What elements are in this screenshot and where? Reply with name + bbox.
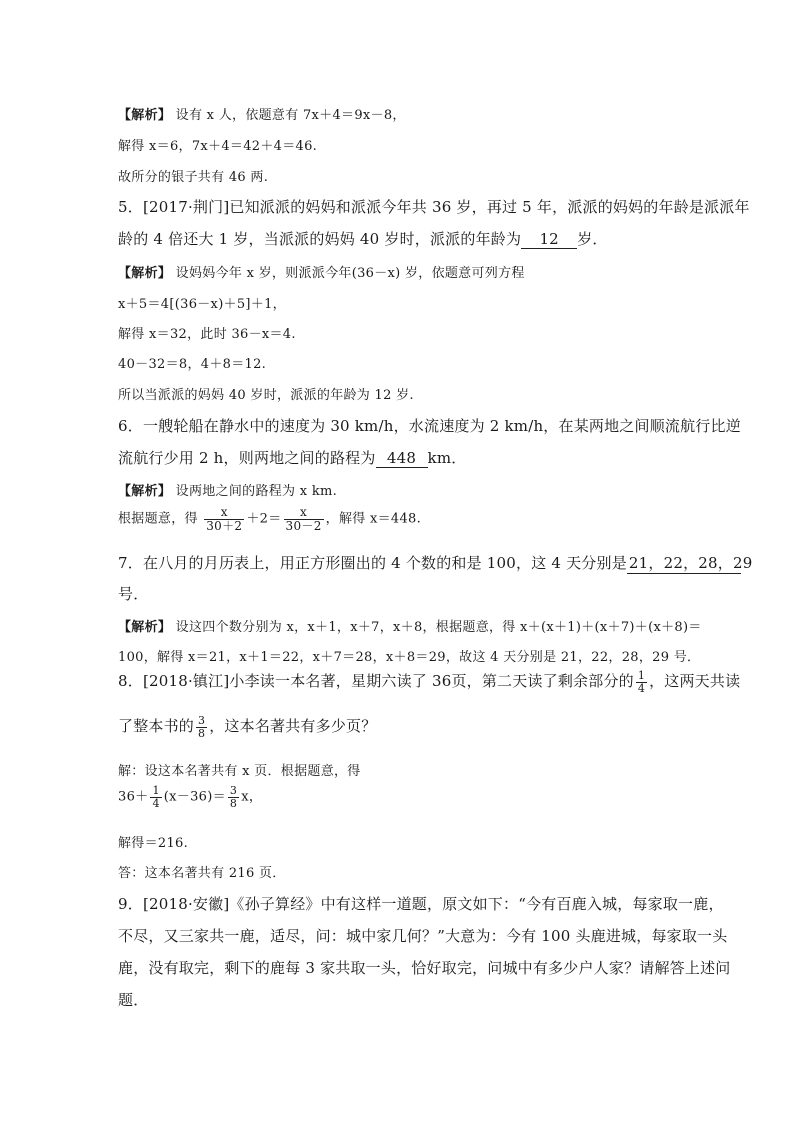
q8-solution-line-2: 36＋ $\frac{1}{4}$ (x－36)＝ $\frac{3}{8}$ x， (118, 784, 263, 810)
analysis-label: 【解析】 (118, 620, 172, 635)
q8-solution-line-1: 解：设这本名著共有 x 页．根据题意，得 (118, 764, 361, 779)
q7-question-line-2: 号． (118, 585, 149, 603)
q9-question-line-2: 不尽，又三家共一鹿，适尽，问：城中家几何？”大意为：今有 100 头鹿进城，每家取一头 (118, 927, 728, 945)
q4-analysis-line-3: 故所分的银子共有 46 两. (118, 170, 269, 185)
q8-solution-line-4: 答：这本名著共有 216 页． (118, 866, 286, 881)
q6-question-line-1: 6．一艘轮船在静水中的速度为 30 km/h，水流速度为 2 km/h，在某两地之间顺流航行比逆 (118, 417, 741, 435)
q6-question-line-2: 流航行少用 2 h，则两地之间的路程为 448 km． (118, 449, 467, 467)
q5-analysis-line-1: 【解析】 设妈妈今年 x 岁，则派派今年(36－x) 岁，依题意可列方程 (118, 266, 525, 281)
q8-solution-line-3: 解得＝216. (118, 836, 189, 851)
q6-analysis-line-1: 【解析】 设两地之间的路程为 x km. (118, 484, 338, 499)
analysis-label: 【解析】 (118, 484, 172, 499)
q5-analysis-line-4: 40－32＝8，4＋8＝12. (118, 357, 267, 372)
q5-analysis-line-5: 所以当派派的妈妈 40 岁时，派派的年龄为 12 岁. (118, 388, 414, 403)
fraction: $\frac{x}{30-2}$ (285, 505, 322, 533)
fraction: $\frac{3}{8}$ (198, 714, 206, 740)
fraction: $\frac{x}{30+2}$ (206, 505, 243, 533)
analysis-label: 【解析】 (118, 108, 172, 123)
q5-analysis-line-2: x＋5＝4[(36－x)＋5]＋1， (118, 297, 286, 312)
q8-question-line-2: 了整本书的 $\frac{3}{8}$ ，这本名著共有多少页？ (118, 714, 377, 740)
q4-analysis-line-2: 解得 x＝6，7x＋4＝42＋4＝46. (118, 139, 318, 154)
q4-analysis-line-1: 【解析】 设有 x 人，依题意有 7x＋4＝9x－8， (118, 108, 406, 123)
q6-analysis-line-2: 根据题意，得 $\frac{x}{30+2}$ ＋2＝ $\frac{x}{30-2}$ ，解得 x＝448. (118, 505, 422, 533)
q7-analysis-line-1: 【解析】 设这四个数分别为 x，x＋1，x＋7，x＋8，根据题意，得 x＋(x＋1)＋(x＋7)＋(x＋8)＝ (118, 620, 702, 635)
q5-question-line-2: 龄的 4 倍还大 1 岁，当派派的妈妈 40 岁时，派派的年龄为 12 岁． (118, 230, 608, 248)
q9-question-line-3: 鹿，没有取完，剩下的鹿每 3 家共取一头，恰好取完，问城中有多少户人家？请解答上述问 (118, 959, 731, 977)
q6-answer-blank: 448 (376, 449, 428, 468)
q8-question-line-1: 8．[2018·镇江]小李读一本名著，星期六读了 36页，第二天读了剩余部分的 $\frac{1}{4}$ ，这两天共读 (118, 669, 741, 695)
fraction: $\frac{1}{4}$ (152, 784, 160, 810)
q7-answer-blank: 21，22，28，29 (628, 554, 753, 572)
q9-question-line-1: 9．[2018·安徽]《孙子算经》中有这样一道题，原文如下：“今有百鹿入城，每家取一鹿， (118, 895, 724, 913)
analysis-label: 【解析】 (118, 266, 172, 281)
fraction: $\frac{3}{8}$ (229, 784, 238, 810)
q9-question-line-4: 题． (118, 991, 149, 1009)
q5-analysis-line-3: 解得 x＝32，此时 36－x＝4. (118, 327, 296, 342)
fraction: $\frac{1}{4}$ (637, 669, 646, 695)
q5-question-line-1: 5．[2017·荆门]已知派派的妈妈和派派今年共 36 岁，再过 5 年，派派的妈妈的年龄是派派年 (118, 198, 750, 216)
q5-answer-blank: 12 (521, 230, 577, 249)
q7-question-line-1: 7．在八月的月历表上，用正方形圈出的 4 个数的和是 100，这 4 天分别是 21，22，28，29 (118, 554, 753, 572)
q7-analysis-line-2: 100，解得 x＝21，x＋1＝22，x＋7＝28，x＋8＝29，故这 4 天分别是 21，22，28，29 号． (118, 650, 701, 665)
